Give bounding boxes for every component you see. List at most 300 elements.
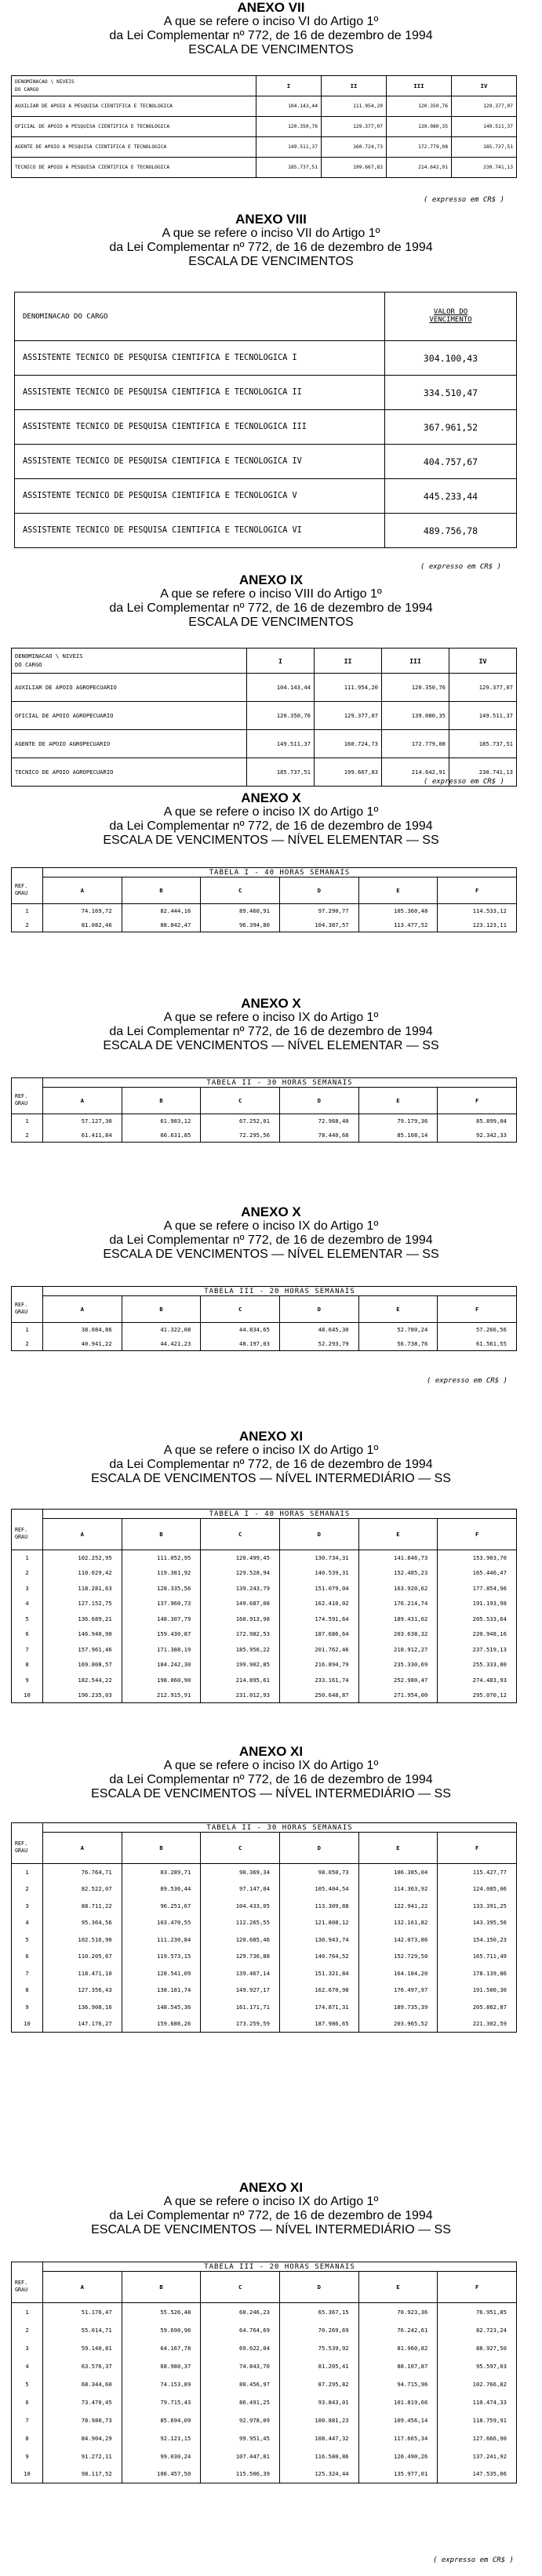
salary-cell: 203.965,52 [358,2015,438,2033]
title-spacer-cell [12,868,43,877]
salary-cell: 153.903,70 [438,1550,517,1566]
salary-cell: 127.666,90 [438,2429,517,2447]
salary-cell: 120.350,76 [256,117,322,137]
table-title: TABELA III - 20 HORAS SEMANAIS [43,1287,517,1296]
salary-cell: 162.410,02 [279,1596,358,1611]
annex-reference-line: da Lei Complementar nº 772, de 16 de dezembro de 1994 [109,240,433,254]
salary-cell: 68.344,60 [43,2375,122,2393]
section-annex-ix [0,572,542,786]
section-annex-x-3 [0,1204,542,1385]
ref-cell: 10 [12,2015,43,2033]
annex-reference-line: A que se refere o inciso IX do Artigo 1º [163,1444,379,1458]
grade-label: GRAU [15,1534,28,1541]
ref-cell: 2 [12,1880,43,1898]
annex-reference-line: A que se refere o inciso VII do Artigo 1º [162,227,380,241]
salary-cell: 92.121,15 [122,2429,201,2447]
grade-header: E [358,2272,438,2303]
salary-cell: 130.734,31 [279,1550,358,1566]
table-row [12,2375,517,2393]
salary-cell: 216.894,79 [279,1657,358,1673]
job-title-header: DENOMINACAO DO CARGO [15,292,385,341]
salary-cell: 187.686,64 [279,1626,358,1642]
grade-header: D [279,877,358,904]
currency-note: ( expresso em CR$ ) [420,563,501,571]
salary-cell: 114.363,92 [358,1880,438,1898]
annex-reference-line: A que se refere o inciso VI do Artigo 1º [163,15,379,29]
salary-cell: 85.108,14 [358,1128,438,1143]
salary-cell: 129.377,07 [322,117,387,137]
salary-cell: 110.205,67 [43,1948,122,1965]
salary-cell: 111.954,20 [322,96,387,117]
job-title-cell: TECNICO DE APOIO AGROPECUARIO [12,758,247,787]
salary-cell: 98.050,73 [279,1864,358,1881]
salary-value-header [385,292,517,341]
salary-cell: 52.780,24 [358,1323,438,1337]
table-title-row [12,1823,517,1833]
annex-reference-line: da Lei Complementar nº 772, de 16 de dezembro de 1994 [109,1233,433,1247]
table-row [12,1114,517,1128]
salary-cell: 89.460,91 [201,904,280,918]
corner-header [12,1088,43,1114]
section-annex-x-2 [0,996,542,1139]
salary-cell: 230.741,13 [449,758,517,787]
salary-cell: 102.516,90 [43,1931,122,1949]
salary-cell: 76.951,85 [438,2303,517,2321]
scale-title: ESCALA DE VENCIMENTOS — NÍVEL INTERMEDIÁRIO — SS [91,2222,451,2236]
ref-cell: 7 [12,2411,43,2429]
grade-label: GRAU [15,890,28,897]
table-title: TABELA I - 40 HORAS SEMANAIS [43,868,517,877]
salary-cell: 130.943,74 [279,1931,358,1949]
salary-cell: 120.350,76 [387,96,452,117]
salary-cell: 82.723,24 [438,2321,517,2339]
salary-cell: 138.181,74 [122,1982,201,1999]
table-row [12,2465,517,2483]
corner-header [12,76,256,96]
salary-table [11,75,517,178]
grade-header: D [279,1833,358,1864]
salary-cell: 111.230,84 [122,1931,201,1949]
salary-cell: 81.960,82 [358,2339,438,2357]
salary-cell: 235.330,69 [358,1657,438,1673]
scale-title: ESCALA DE VENCIMENTOS [188,254,354,268]
salary-cell: 165.711,49 [438,1948,517,1965]
section-annex-xi-2 [0,1744,542,2027]
salary-cell: 191.193,98 [438,1596,517,1611]
table-row [12,2015,517,2033]
level-header: II [315,649,382,674]
salary-cell: 149.511,37 [449,702,517,730]
ref-cell: 5 [12,1931,43,1949]
level-header: III [382,649,449,674]
ref-cell: 1 [12,1114,43,1128]
table-row [12,1581,517,1597]
salary-cell: 118.281,63 [43,1581,122,1597]
annex-header [0,572,542,630]
salary-cell: 83.289,71 [122,1864,201,1881]
annex-reference-line: A que se refere o inciso IX do Artigo 1º [163,805,379,819]
salary-cell: 171.388,19 [122,1642,201,1658]
corner-header [12,2272,43,2303]
table-title-row [12,1510,517,1519]
salary-cell: 116.580,86 [279,2447,358,2465]
table-row [12,1898,517,1915]
ref-cell: 3 [12,1898,43,1915]
ref-cell: 6 [12,2393,43,2411]
table-title: TABELA II - 30 HORAS SEMANAIS [43,1078,517,1088]
table-row [15,410,517,445]
salary-cell: 95.364,56 [43,1914,122,1931]
salary-cell: 404.757,67 [385,445,517,479]
table-title-row [12,868,517,877]
annex-reference-line: da Lei Complementar nº 772, de 16 de dezembro de 1994 [109,1457,433,1471]
grade-header: D [279,2272,358,2303]
salary-cell: 104.143,44 [247,674,315,702]
grade-header: B [122,877,201,904]
salary-cell: 90.369,34 [201,1864,280,1881]
grade-header: B [122,1296,201,1323]
grade-header: D [279,1088,358,1114]
ref-cell: 2 [12,1337,43,1351]
salary-cell: 88.927,50 [438,2339,517,2357]
ref-cell: 6 [12,1948,43,1965]
level-header: I [256,76,322,96]
section-annex-xi-3 [0,2180,542,2564]
salary-cell: 44.834,65 [201,1323,280,1337]
salary-cell: 104.143,44 [256,96,322,117]
ref-cell: 1 [12,1323,43,1337]
table-row [12,1999,517,2016]
salary-cell: 295.070,12 [438,1688,517,1703]
table-row [12,1880,517,1898]
salary-value-header-line: VALOR DO [433,307,468,316]
salary-cell: 115.506,39 [201,2465,280,2483]
salary-cell: 101.819,66 [358,2393,438,2411]
salary-cell: 89.536,44 [122,1880,201,1898]
grade-header: A [43,877,122,904]
annex-title: ANEXO XI [238,2180,304,2195]
table-row [12,918,517,932]
salary-cell: 61.561,55 [438,1337,517,1351]
annex-header [0,0,542,57]
salary-cell: 185.956,22 [201,1642,280,1658]
table-header-row [12,877,517,904]
salary-cell: 174.871,31 [279,1999,358,2016]
ref-cell: 7 [12,1965,43,1982]
salary-cell: 115.427,77 [438,1864,517,1881]
salary-cell: 191.500,30 [438,1982,517,1999]
grade-label: GRAU [15,1100,28,1107]
table-row [15,514,517,548]
salary-table [11,867,517,932]
salary-cell: 96.251,67 [122,1898,201,1915]
salary-cell: 162.670,98 [279,1982,358,1999]
ref-cell: 6 [12,1626,43,1642]
job-title-cell: OFICIAL DE APOIO AGROPECUARIO [12,702,247,730]
table-row [12,1337,517,1351]
scale-title: ESCALA DE VENCIMENTOS [188,615,354,629]
grade-header: C [201,877,280,904]
job-title-cell: ASSISTENTE TECNICO DE PESQUISA CIENTIFICA E TECNOLOGICA I [15,341,385,376]
level-header: IV [452,76,517,96]
corner-header [12,1519,43,1550]
grade-header: E [358,1519,438,1550]
salary-cell: 133.391,25 [438,1898,517,1915]
salary-cell: 92.342,33 [438,1128,517,1143]
table-row [12,2447,517,2465]
table-row [12,1642,517,1658]
salary-cell: 152.729,50 [358,1948,438,1965]
salary-cell: 221.302,59 [438,2015,517,2033]
job-title-cell: AGENTE DE APOIO AGROPECUARIO [12,730,247,758]
salary-cell: 106.385,04 [358,1864,438,1881]
salary-cell: 69.622,04 [201,2339,280,2357]
salary-cell: 201.762,46 [279,1642,358,1658]
salary-cell: 110.474,33 [438,2393,517,2411]
grade-header: A [43,1296,122,1323]
salary-cell: 252.980,47 [358,1673,438,1688]
salary-cell: 55.526,48 [122,2303,201,2321]
table-row [12,117,517,137]
table-row [12,2357,517,2375]
grade-label: GRAU [15,1848,28,1855]
salary-cell: 78.980,73 [43,2411,122,2429]
grade-header: D [279,1519,358,1550]
annex-reference-line: A que se refere o inciso IX do Artigo 1º [163,1011,379,1025]
salary-table [11,648,517,787]
job-title-cell: ASSISTENTE TECNICO DE PESQUISA CIENTIFICA E TECNOLOGICA III [15,410,385,445]
table-row [12,1323,517,1337]
salary-cell: 81.205,41 [279,2357,358,2375]
salary-cell: 127.356,43 [43,1982,122,1999]
annex-title: ANEXO X [241,996,301,1011]
salary-cell: 160.724,73 [315,730,382,758]
salary-cell: 489.756,78 [385,514,517,548]
salary-cell: 185.737,51 [452,137,517,158]
salary-cell: 147.176,27 [43,2015,122,2033]
corner-bottom-label: DO CARGO [15,660,42,668]
salary-cell: 66.631,85 [122,1128,201,1143]
grade-header: E [358,1833,438,1864]
salary-cell: 199.667,83 [315,758,382,787]
salary-cell: 102.766,82 [438,2375,517,2393]
salary-cell: 149.511,37 [256,137,322,158]
table-row [12,1914,517,1931]
annex-header [0,1744,542,1801]
ref-cell: 8 [12,2429,43,2447]
section-annex-vii [0,0,542,204]
table-row [12,2303,517,2321]
grade-header: F [438,1519,517,1550]
annex-reference-line: A que se refere o inciso IX do Artigo 1º [163,2195,379,2209]
table-header-row [12,649,517,674]
salary-cell: 57.127,30 [43,1114,122,1128]
salary-cell: 129.377,07 [449,674,517,702]
salary-cell: 198.060,90 [122,1673,201,1688]
grade-header: A [43,2272,122,2303]
salary-cell: 176.497,97 [358,1982,438,1999]
salary-cell: 112.265,55 [201,1914,280,1931]
annex-reference-line: da Lei Complementar nº 772, de 16 de dezembro de 1994 [109,1024,433,1038]
salary-cell: 64.167,78 [122,2339,201,2357]
salary-cell: 146.940,90 [43,1626,122,1642]
annex-reference-line: A que se refere o inciso IX do Artigo 1º [163,1759,379,1773]
salary-cell: 177.854,96 [438,1581,517,1597]
salary-cell: 122.941,22 [358,1898,438,1915]
salary-cell: 185.737,51 [449,730,517,758]
grade-header: A [43,1833,122,1864]
salary-cell: 88.842,47 [122,918,201,932]
salary-cell: 231.012,93 [201,1688,280,1703]
salary-cell: 196.235,03 [43,1688,122,1703]
annex-title: ANEXO XI [238,1744,304,1759]
table-header-row [12,1296,517,1323]
title-spacer-cell [12,1078,43,1088]
salary-cell: 189.735,39 [358,1999,438,2016]
salary-cell: 212.915,91 [122,1688,201,1703]
salary-cell: 80.456,97 [201,2375,280,2393]
salary-cell: 148.307,79 [122,1611,201,1627]
job-title-cell: AUXILIAR DE APOIO AGROPECUARIO [12,674,247,702]
salary-cell: 154.150,23 [438,1931,517,1949]
section-annex-viii [0,212,542,571]
ref-cell: 1 [12,1864,43,1881]
salary-cell: 59.140,81 [43,2339,122,2357]
salary-cell: 64.764,69 [201,2321,280,2339]
job-title-cell: ASSISTENTE TECNICO DE PESQUISA CIENTIFICA E TECNOLOGICA IV [15,445,385,479]
salary-cell: 86.491,25 [201,2393,280,2411]
salary-cell: 143.395,56 [438,1914,517,1931]
salary-cell: 56.738,76 [358,1337,438,1351]
salary-cell: 60.246,23 [201,2303,280,2321]
annex-header [0,2180,542,2237]
salary-cell: 176.214,74 [358,1596,438,1611]
salary-cell: 94.715,96 [358,2375,438,2393]
title-spacer-cell [12,1510,43,1519]
ref-label: REF. [15,1840,28,1847]
salary-cell: 100.881,23 [279,2411,358,2429]
salary-cell: 52.293,79 [279,1337,358,1351]
grade-header: E [358,1088,438,1114]
salary-cell: 41.322,08 [122,1323,201,1337]
annex-header [0,212,542,269]
annex-reference-line: da Lei Complementar nº 772, de 16 de dezembro de 1994 [109,2208,433,2222]
annex-header [0,1204,542,1262]
annex-title: ANEXO XI [238,1429,304,1444]
salary-cell: 88.711,22 [43,1898,122,1915]
salary-cell: 220.948,16 [438,1626,517,1642]
currency-note: ( expresso em CR$ ) [424,196,504,204]
salary-cell: 250.648,87 [279,1688,358,1703]
salary-cell: 103.470,55 [122,1914,201,1931]
salary-cell: 160.913,98 [201,1611,280,1627]
salary-cell: 105.404,54 [279,1880,358,1898]
ref-cell: 1 [12,1550,43,1566]
ref-cell: 8 [12,1982,43,1999]
salary-cell: 119.381,92 [122,1565,201,1581]
grade-header: F [438,2272,517,2303]
salary-cell: 137.241,92 [438,2447,517,2465]
ref-label: REF. [15,1092,28,1099]
annex-title: ANEXO X [241,1204,301,1219]
title-spacer-cell [12,1823,43,1833]
annex-title: ANEXO VII [237,0,305,15]
salary-cell: 61.411,84 [43,1128,122,1143]
table-row [12,1688,517,1703]
salary-cell: 129.377,07 [315,702,382,730]
grade-header: A [43,1519,122,1550]
salary-cell: 120.499,45 [201,1550,280,1566]
salary-cell: 185.737,51 [247,758,315,787]
annex-header [0,1429,542,1486]
salary-cell: 185.737,51 [256,158,322,178]
job-title-cell: ASSISTENTE TECNICO DE PESQUISA CIENTIFICA E TECNOLOGICA VI [15,514,385,548]
table-row [12,1864,517,1881]
salary-cell: 129.736,88 [201,1948,280,1965]
grade-header: B [122,1833,201,1864]
salary-cell: 98.117,52 [43,2465,122,2483]
ref-cell: 10 [12,2465,43,2483]
salary-cell: 76.242,61 [358,2321,438,2339]
salary-cell: 142.073,86 [358,1931,438,1949]
annex-title: ANEXO VIII [235,212,307,227]
salary-cell: 70.269,69 [279,2321,358,2339]
ref-cell: 5 [12,1611,43,1627]
salary-cell: 149.927,17 [201,1982,280,1999]
salary-cell: 97.290,77 [279,904,358,918]
salary-cell: 172.779,08 [382,730,449,758]
salary-cell: 199.667,83 [322,158,387,178]
annex-header [0,996,542,1053]
section-annex-xi-1 [0,1429,542,1699]
salary-cell: 91.272,11 [43,2447,122,2465]
table-title: TABELA III - 20 HORAS SEMANAIS [43,2262,517,2272]
table-row [15,479,517,514]
ref-cell: 3 [12,2339,43,2357]
salary-cell: 87.295,82 [279,2375,358,2393]
ref-cell: 2 [12,1565,43,1581]
table-row [12,1550,517,1566]
salary-cell: 129.528,94 [201,1565,280,1581]
table-row [12,2339,517,2357]
table-row [12,1128,517,1143]
table-row [12,1673,517,1688]
salary-table [11,1286,517,1351]
table-header-row [15,292,517,341]
ref-cell: 1 [12,2303,43,2321]
table-row [12,2321,517,2339]
table-row [12,1948,517,1965]
salary-cell: 93.843,01 [279,2393,358,2411]
ref-label: REF. [15,1301,28,1308]
ref-cell: 2 [12,1128,43,1143]
salary-cell: 78.440,68 [279,1128,358,1143]
scale-title: ESCALA DE VENCIMENTOS — NÍVEL ELEMENTAR — SS [103,833,439,847]
salary-cell: 136.908,16 [43,1999,122,2016]
table-row [12,2429,517,2447]
salary-cell: 203.638,32 [358,1626,438,1642]
salary-cell: 160.724,73 [322,137,387,158]
corner-top-label: DENOMINACAO \ NIVEIS [15,79,75,85]
salary-cell: 129.377,07 [452,96,517,117]
salary-cell: 79.179,36 [358,1114,438,1128]
grade-header: B [122,1519,201,1550]
salary-cell: 230.741,13 [452,158,517,178]
corner-header [12,1833,43,1864]
salary-cell: 214.642,91 [387,158,452,178]
salary-cell: 367.961,52 [385,410,517,445]
table-row [12,1982,517,1999]
